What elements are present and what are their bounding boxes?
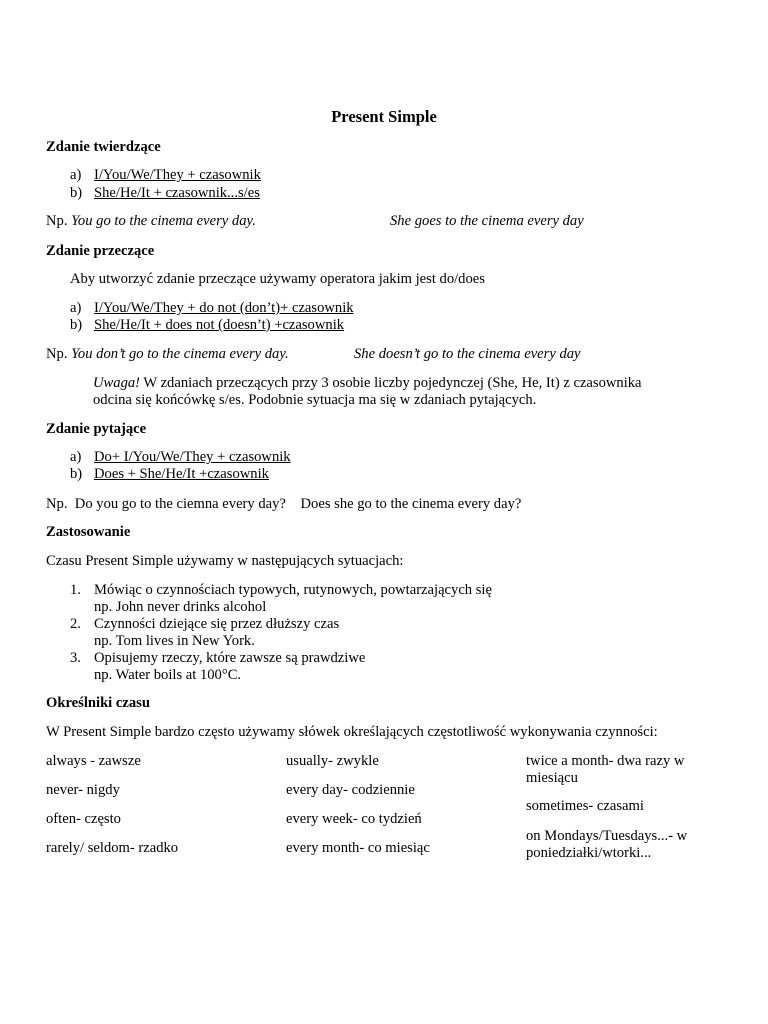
note-paragraph: [93, 375, 642, 392]
list-item: [70, 650, 365, 667]
rule-text: Do+ I/You/We/They + czasownik: [94, 449, 291, 465]
time-expression: often- często: [46, 811, 121, 827]
rule-text: I/You/We/They + czasownik: [94, 167, 261, 183]
list-item: [70, 185, 260, 202]
rule-text: I/You/We/They + do not (don’t)+ czasownik: [94, 300, 354, 316]
list-marker: b): [70, 185, 83, 201]
usage-text: Opisujemy rzeczy, które zawsze są prawdziwe: [94, 650, 366, 666]
list-marker: a): [70, 167, 82, 183]
heading-question: Zdanie pytające: [46, 421, 147, 437]
time-expression: rarely/ seldom- rzadko: [46, 840, 179, 856]
paragraph: Aby utworzyć zdanie przeczące używamy operatora jakim jest do/does: [70, 271, 485, 287]
note-text: W zdaniach przeczących przy 3 osobie liczby pojedynczej (She, He, It) z czasownika: [140, 375, 642, 391]
example-text: You go to the cinema every day.: [71, 213, 256, 229]
time-expression: usually- zwykle: [286, 753, 379, 769]
list-marker: b): [70, 317, 83, 333]
example-line: Np. Do you go to the ciemna every day? Does she go to the cinema every day?: [46, 496, 522, 512]
usage-text: Czynności dziejące się przez dłuższy czas: [94, 616, 340, 632]
list-marker: a): [70, 449, 82, 465]
example-prefix: Np.: [46, 213, 68, 229]
list-item: [70, 466, 269, 483]
usage-example: np. Tom lives in New York.: [94, 633, 255, 649]
list-marker: 1.: [70, 582, 81, 598]
list-item: [70, 317, 344, 334]
heading-usage: Zastosowanie: [46, 524, 131, 540]
paragraph: W Present Simple bardzo często używamy słówek określających częstotliwość wykonywania czynności:: [46, 724, 658, 740]
list-item: [70, 167, 261, 184]
rule-text: She/He/It + czasownik...s/es: [94, 185, 260, 201]
rule-text: Does + She/He/It +czasownik: [94, 466, 269, 482]
time-expression: sometimes- czasami: [526, 798, 644, 814]
note-text: odcina się końcówkę s/es. Podobnie sytuacja ma się w zdaniach pytających.: [93, 392, 537, 408]
time-expression: every day- codziennie: [286, 782, 415, 798]
heading-affirmative: Zdanie twierdzące: [46, 139, 161, 155]
example-line: [46, 213, 256, 230]
time-expression: on Mondays/Tuesdays...- w poniedziałki/wtorki...: [526, 828, 688, 861]
time-expression: always - zawsze: [46, 753, 141, 769]
example-text: She doesn’t go to the cinema every day: [354, 346, 581, 362]
time-expression: every week- co tydzień: [286, 811, 422, 827]
list-item: [70, 616, 339, 633]
usage-text: Mówiąc o czynnościach typowych, rutynowych, powtarzających się: [94, 582, 492, 598]
time-expression: never- nigdy: [46, 782, 120, 798]
list-marker: a): [70, 300, 82, 316]
time-expression: twice a month- dwa razy w miesiącu: [526, 753, 685, 786]
list-item: [70, 582, 492, 599]
paragraph: Czasu Present Simple używamy w następujących sytuacjach:: [46, 553, 404, 569]
list-item: [70, 300, 354, 317]
list-marker: 2.: [70, 616, 81, 632]
usage-example: np. John never drinks alcohol: [94, 599, 267, 615]
list-marker: b): [70, 466, 83, 482]
heading-negative: Zdanie przeczące: [46, 243, 155, 259]
example-text: She goes to the cinema every day: [390, 213, 584, 229]
example-text: You don’t go to the cinema every day.: [71, 346, 289, 362]
example-prefix: Np.: [46, 346, 68, 362]
note-label: Uwaga!: [93, 375, 141, 391]
list-marker: 3.: [70, 650, 81, 666]
heading-time-expressions: Określniki czasu: [46, 695, 150, 711]
time-expression: every month- co miesiąc: [286, 840, 430, 856]
example-line: [46, 346, 289, 363]
usage-example: np. Water boils at 100°C.: [94, 667, 242, 683]
list-item: [70, 449, 291, 466]
page-title: Present Simple: [331, 107, 437, 126]
rule-text: She/He/It + does not (doesn’t) +czasownik: [94, 317, 345, 333]
